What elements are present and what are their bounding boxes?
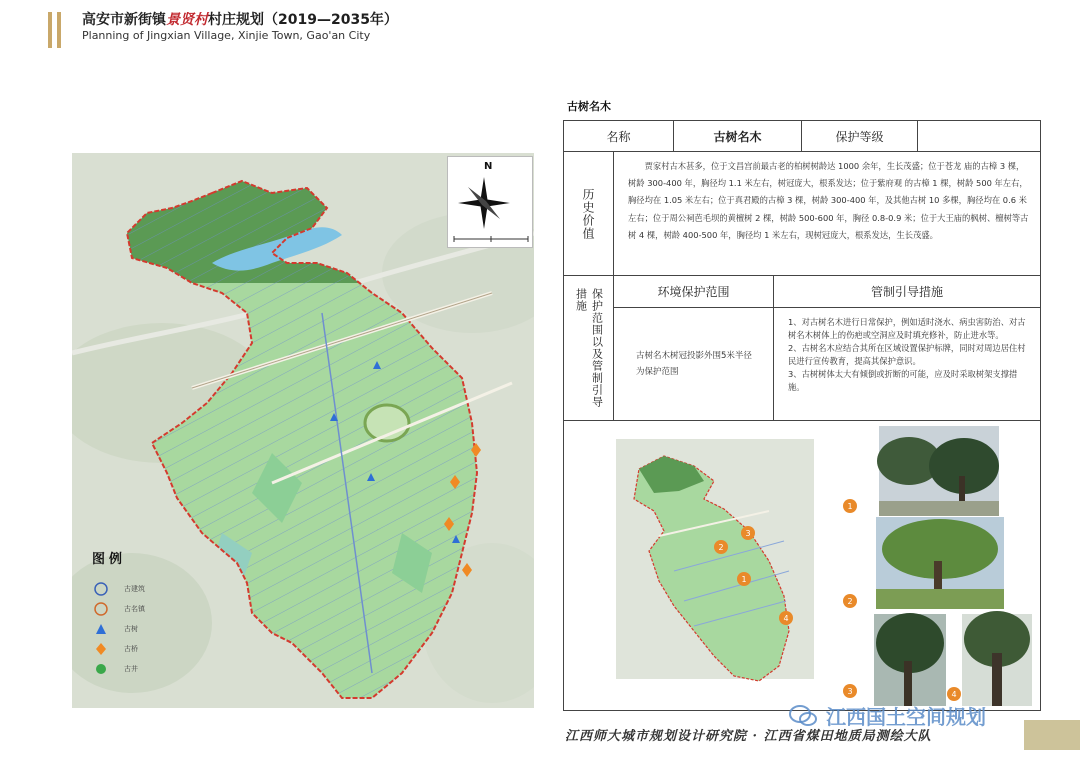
legend-label: 古名镇 bbox=[124, 605, 145, 613]
map-marker bbox=[779, 611, 793, 625]
svg-text:2: 2 bbox=[847, 597, 853, 606]
ancient-tree-table bbox=[563, 120, 1041, 711]
legend-label: 古桥 bbox=[124, 645, 138, 653]
measures-cell bbox=[774, 308, 1040, 421]
measure-item: 2、古树名木应结合其所在区域设置保护标牌，同时对周边居住村民进行宣传教育，提高其保护意识。 bbox=[788, 343, 1026, 366]
map-marker bbox=[737, 572, 751, 586]
legend-item bbox=[92, 619, 145, 639]
watermark bbox=[788, 701, 986, 730]
legend-title: 图例 bbox=[92, 552, 127, 567]
svg-text:1: 1 bbox=[847, 502, 853, 511]
photo-marker bbox=[843, 499, 857, 513]
env-text-cell bbox=[614, 308, 774, 421]
name-label: 名称 bbox=[606, 129, 631, 144]
location-map-and-photos bbox=[564, 421, 1040, 710]
svg-text:1: 1 bbox=[741, 575, 747, 584]
title-village-name: 景贤村 bbox=[166, 12, 208, 28]
circle-outline-icon bbox=[94, 582, 108, 596]
photo-area bbox=[564, 421, 1040, 710]
legend-label: 古建筑 bbox=[124, 585, 145, 593]
level-value-cell bbox=[918, 121, 1040, 152]
scope-label: 保护范围以及管制引导措施 bbox=[574, 288, 604, 408]
legend-item bbox=[92, 659, 145, 679]
name-value: 古树名木 bbox=[713, 129, 762, 144]
circle-outline-icon bbox=[94, 602, 108, 616]
header-accent-bar bbox=[57, 12, 61, 48]
section-title: 古树名木 bbox=[567, 100, 611, 113]
measures-header: 管制引导措施 bbox=[870, 285, 943, 299]
svg-text:3: 3 bbox=[847, 687, 853, 696]
legend-item bbox=[92, 639, 145, 659]
level-label-cell bbox=[802, 121, 918, 152]
history-text: 贾家村古木甚多，位于文昌宫前最古老的柏树树龄达 1000 余年，生长茂盛；位于苍龙 庙的古樟 3 棵，树龄 300-400 年，胸径均 1.1 米左右，树冠庞大，根系发达；位于紫府观 的古樟 1 棵，树龄 500 年左右，胸径均在 1.05 米左右；位于真君殿的古樟 3 棵，树龄 300-400 年，及其他古树 10 多棵，胸径均在 0.6 米左右；位于周公祠芭毛坝的黄檀树 2 棵，树龄 500-600 年，胸径 0.8-0.9 米；位于大王庙的枫树、檀树等古树 4 棵，树龄 400-500 年，胸径均 1 米左右，现树冠庞大，根系发达，生长茂盛。 bbox=[628, 161, 1029, 240]
tree-photo bbox=[962, 611, 1032, 706]
triangle-icon bbox=[94, 622, 108, 636]
name-label-cell bbox=[564, 121, 674, 152]
dot-icon bbox=[94, 662, 108, 676]
header-accent-bar bbox=[48, 12, 52, 48]
measure-item: 1、对古树名木进行日常保护，例如适时浇水、病虫害防治、对古树名木树体上的伤疤或空洞应及时填充修补，防止进水等。 bbox=[788, 317, 1026, 340]
svg-text:4: 4 bbox=[951, 690, 957, 699]
env-header-cell bbox=[614, 276, 774, 308]
diamond-icon bbox=[94, 642, 108, 656]
measure-item: 3、古树树体太大有倾倒或折断的可能，应及时采取树架支撑措施。 bbox=[788, 369, 1018, 392]
measures-header-cell bbox=[774, 276, 1040, 308]
organization-footer: 江西师大城市规划设计研究院 · 江西省煤田地质局测绘大队 bbox=[565, 728, 932, 744]
photo-marker bbox=[843, 684, 857, 698]
title-part: 村庄规划（2019—2035年） bbox=[208, 12, 398, 28]
history-label-cell bbox=[564, 152, 614, 276]
watermark-text: 江西国土空间规划 bbox=[826, 705, 986, 729]
map-legend bbox=[92, 548, 145, 679]
map-marker bbox=[714, 540, 728, 554]
history-label: 历史价值 bbox=[581, 187, 595, 240]
history-text-cell bbox=[614, 152, 1040, 276]
wechat-icon bbox=[788, 704, 818, 728]
legend-label: 古井 bbox=[124, 665, 138, 673]
page-subtitle: Planning of Jingxian Village, Xinjie Town, Gao'an City bbox=[82, 29, 371, 42]
tree-photo bbox=[874, 613, 946, 706]
north-label: N bbox=[484, 161, 493, 172]
name-value-cell bbox=[674, 121, 802, 152]
photo-marker bbox=[843, 594, 857, 608]
title-part: 高安市新街镇 bbox=[82, 12, 166, 28]
svg-text:3: 3 bbox=[745, 529, 751, 538]
legend-item bbox=[92, 599, 145, 619]
legend-item bbox=[92, 579, 145, 599]
scope-label-cell bbox=[564, 276, 614, 421]
photo-marker bbox=[947, 687, 961, 701]
tree-photo bbox=[876, 517, 1004, 609]
env-text: 古树名木树冠投影外围5米半径为保护范围 bbox=[636, 351, 752, 377]
svg-text:4: 4 bbox=[783, 614, 789, 623]
corner-decoration bbox=[1024, 720, 1080, 750]
level-label: 保护等级 bbox=[835, 129, 884, 144]
page-title bbox=[82, 9, 398, 29]
legend-label: 古树 bbox=[124, 625, 138, 633]
tree-photo bbox=[877, 426, 999, 516]
env-header: 环境保护范围 bbox=[657, 285, 730, 299]
map-marker bbox=[741, 526, 755, 540]
svg-text:2: 2 bbox=[718, 543, 724, 552]
